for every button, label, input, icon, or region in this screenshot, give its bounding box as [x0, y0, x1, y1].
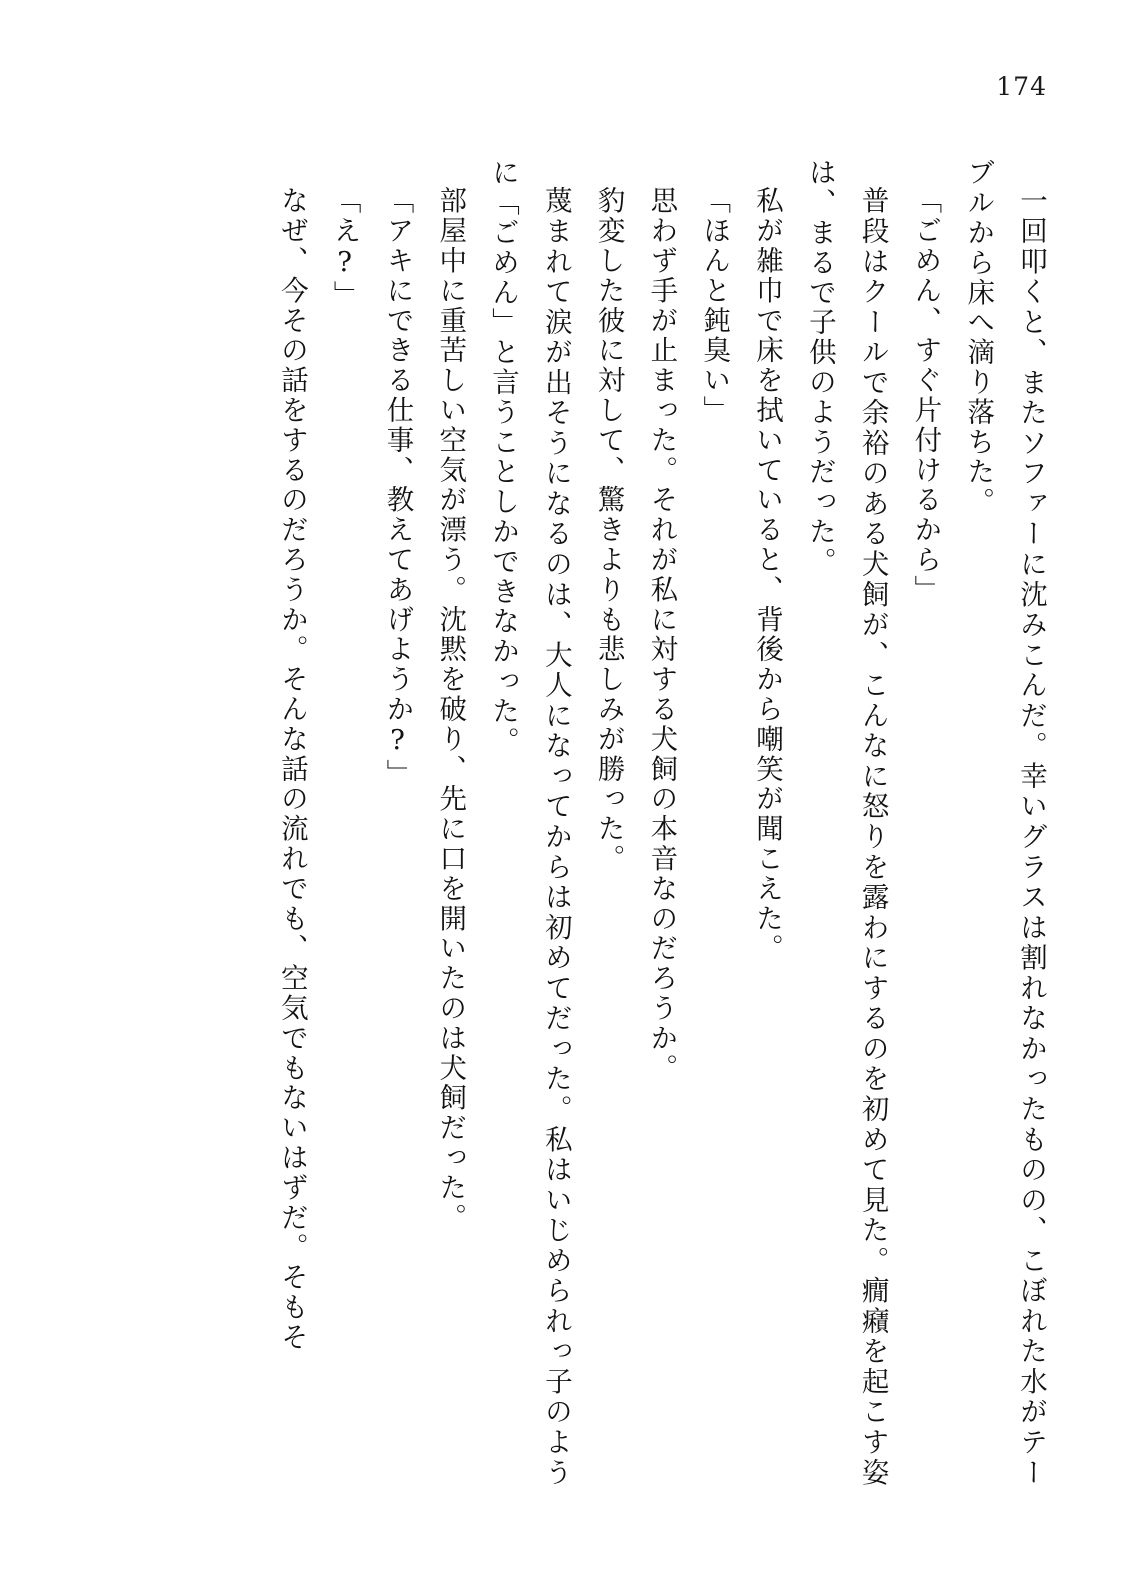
paragraph: なぜ、今その話をするのだろうか。そんな話の流れでも、空気でもないはずだ。そもそ	[275, 185, 308, 1352]
paragraph: 「え?」	[328, 185, 361, 310]
page-body-text	[78, 158, 1057, 1487]
page-number: 174	[996, 72, 1047, 101]
paragraph: 蔑まれて涙が出そうになるのは、大人になってからは初めてだった。私はいじめられっ子のように「ごめん」と言うことしかできなかった。	[487, 158, 572, 1487]
paragraph: 私が雑巾で床を拭いていると、背後から嘲笑が聞こえた。	[751, 185, 784, 963]
paragraph: 一回叩くと、またソファーに沈みこんだ。幸いグラスは割れなかったものの、こぼれた水がテーブルから床へ滴り落ちた。	[962, 158, 1047, 1487]
paragraph: 部屋中に重苦しい空気が漂う。沈黙を破り、先に口を開いたのは犬飼だった。	[434, 185, 467, 1232]
paragraph: 普段はクールで余裕のある犬飼が、こんなに怒りを露わにするのを初めて見た。癇癪を起こす姿は、まるで子供のようだった。	[803, 158, 889, 1487]
paragraph: 「ごめん、すぐ片付けるから」	[909, 185, 942, 605]
paragraph: 思わず手が止まった。それが私に対する犬飼の本音なのだろうか。	[645, 185, 678, 1083]
paragraph: 「アキにできる仕事、教えてあげようか?」	[381, 185, 414, 788]
paragraph: 「ほんと鈍臭い」	[698, 185, 731, 425]
paragraph: 豹変した彼に対して、驚きよりも悲しみが勝った。	[592, 185, 625, 874]
